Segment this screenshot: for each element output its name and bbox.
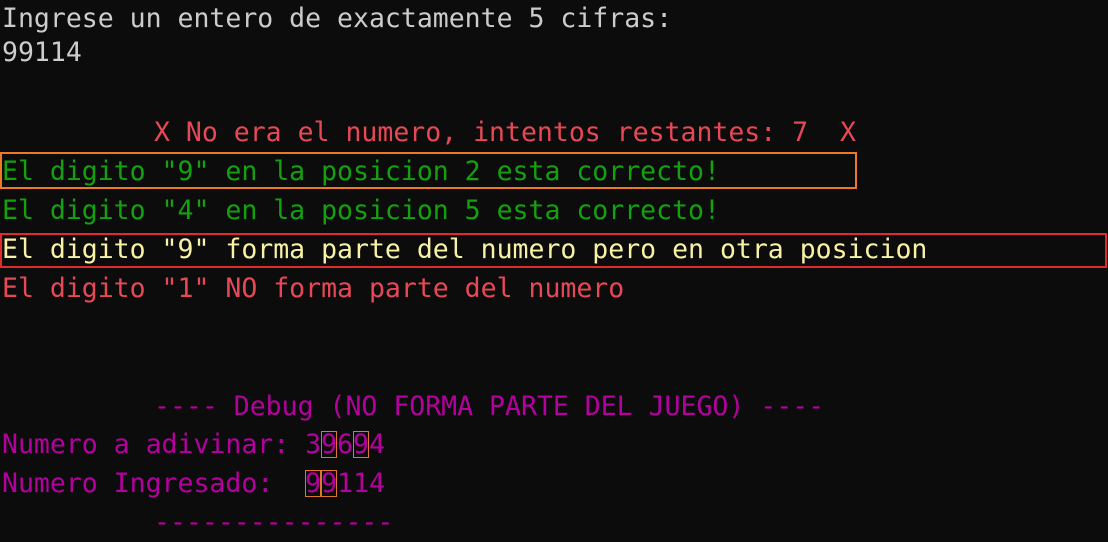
feedback-not-in-number: El digito "1" NO forma parte del numero — [2, 273, 625, 304]
highlight-frame-red — [0, 233, 1107, 268]
debug-footer: --------------- — [154, 507, 394, 538]
debug-target-digit-marked: 9 — [321, 425, 337, 464]
debug-target-label: Numero a adivinar: — [2, 429, 306, 460]
debug-entered-digit: 4 — [369, 468, 385, 499]
entered-number: 99114 — [2, 37, 82, 68]
feedback-correct-position-1: El digito "9" en la posicion 2 esta correcto! — [2, 156, 720, 187]
debug-entered-digit-marked: 9 — [321, 464, 337, 503]
debug-entered-label: Numero Ingresado: — [2, 468, 306, 499]
debug-header: ---- Debug (NO FORMA PARTE DEL JUEGO) ---- — [154, 391, 825, 422]
debug-entered-digit: 1 — [353, 468, 370, 499]
feedback-wrong-position: El digito "9" forma parte del numero pero en otra posicion — [2, 234, 928, 265]
feedback-correct-position-2: El digito "4" en la posicion 5 esta correcto! — [2, 195, 720, 226]
debug-target-digit: 3 — [305, 429, 322, 460]
highlight-frame-orange — [0, 152, 857, 189]
debug-entered-row — [2, 464, 385, 503]
attempt-result-message: X No era el numero, intentos restantes: 7 X — [154, 117, 856, 148]
debug-target-digit: 6 — [337, 429, 354, 460]
debug-target-row — [2, 425, 385, 464]
debug-target-digit-marked: 9 — [353, 425, 369, 464]
input-prompt: Ingrese un entero de exactamente 5 cifras: — [2, 3, 673, 34]
debug-entered-digit-marked: 9 — [305, 464, 321, 503]
debug-entered-digit: 1 — [337, 468, 354, 499]
debug-target-digit: 4 — [369, 429, 385, 460]
